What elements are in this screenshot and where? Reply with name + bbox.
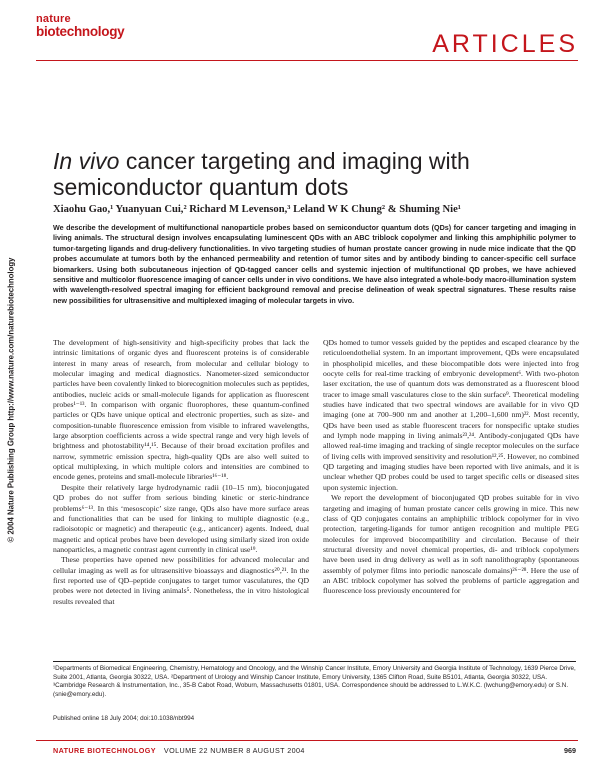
header-rule (36, 60, 578, 61)
body-paragraph: These properties have opened new possibilities for advanced molecular and cellular imaging as well as for ultrasensitive bioassays and diagnostics²⁰,²¹. In the first reported use of QD–peptide conjugates to target tumor vasculatures, the QD probes were not detected in living animals⁵. Nonetheless, the in vitro histological results revealed that (53, 555, 309, 606)
title-rest: cancer targeting and imaging with semiconductor quantum dots (53, 148, 470, 200)
affiliations-footnote: ¹Departments of Biomedical Engineering, Chemistry, Hematology and Oncology, and the Winship Cancer Institute, Emory University and Georgia Institute of Technology, 1639 Pierce Drive, Suite 2001, Atlanta, Georgia 30322, USA. ²Department of Urology and Winship Cancer Institute, Emory University, 1365 Clifton Road, Suite B5101, Atlanta, Georgia 30322, USA. ³Cambridge Research & Instrumentation, Inc., 35-B Cabot Road, Woburn, Massachusetts 01801, USA. Correspondence should be addressed to L.W.K.C. (lwchung@emory.edu) or S.N. (snie@emory.edu). (53, 665, 576, 698)
section-label: ARTICLES (432, 30, 578, 58)
author-list: Xiaohu Gao,¹ Yuanyuan Cui,² Richard M Levenson,³ Leland W K Chung² & Shuming Nie¹ (53, 204, 461, 215)
abstract: We describe the development of multifunctional nanoparticle probes based on semiconductor quantum dots (QDs) for cancer targeting and imaging in living animals. The structural design involves encapsulating luminescent QDs with an ABC triblock copolymer and linking this amphiphilic polymer to tumor-targeting ligands and drug-delivery functionalities. In vivo targeting studies of human prostate cancer growing in nude mice indicate that the QD probes accumulate at tumors both by the enhanced permeability and retention of tumor sites and by antibody binding to cancer-specific cell surface biomarkers. Using both subcutaneous injection of QD-tagged cancer cells and systemic injection of multifunctional QD probes, we have achieved sensitive and multicolor fluorescence imaging of cancer cells under in vivo conditions. We have also integrated a whole-body macro-illumination system with wavelength-resolved spectral imaging for efficient background removal and precise delineation of weak spectral signatures. These results raise new possibilities for ultrasensitive and multiplexed imaging of molecular targets in vivo. (53, 223, 576, 305)
title-italic: In vivo (53, 148, 120, 174)
publication-info: Published online 18 July 2004; doi:10.1038/nbt994 (53, 715, 195, 722)
article-title (53, 148, 573, 200)
body-paragraph: QDs homed to tumor vessels guided by the peptides and escaped clearance by the reticuloendothelial system. In an important improvement, QDs were encapsulated in phospholipid micelles, and these biocompatible dots were injected into frog oocyte cells for real-time tracking of embryonic development⁶. With two-photon laser excitation, the use of quantum dots was demonstrated as a fluorescent blood tracer to image small vasculatures close to the skin surface⁹. Theoretical modeling studies have indicated that two spectral windows are available for in vivo QD imaging (one at 700–900 nm and another at 1,200–1,600 nm)²². Most recently, QDs have been used as stable fluorescent tracers for nonspecific uptake studies and lymph node mapping in living animals²³,²⁴. Antibody-conjugated QDs have allowed real-time imaging and tracking of single receptor molecules on the surface of living cells with improved sensitivity and resolution¹²,²⁵. However, no combined QD targeting and imaging studies have been reported with live animals, and it is unclear whether QD probes could be used to target specific cells or diseased sites upon systemic injection. (323, 338, 579, 492)
body-paragraph: We report the development of bioconjugated QD probes suitable for in vivo targeting and imaging of human prostate cancer cells growing in mice. This new class of QD conjugates contains an amphiphilic triblock copolymer for in vivo protection, targeting-ligands for tumor antigen recognition and multiple PEG molecules for improved biocompatibility and circulation. Because of their structural diversity and novel chemical properties, di- and triblock copolymers have been used in drug delivery as well as in soft nanolithography (spontaneous assembly of polymer films into periodic nanoscale domains)²⁶⁻²⁸. Here the use of an ABC triblock copolymer has solved the problems of particle aggregation and fluorescence loss previously encountered for (323, 493, 579, 596)
copyright-sidebar (4, 170, 18, 630)
copyright-text: © 2004 Nature Publishing Group http://www.nature.com/naturebiotechnology (6, 257, 16, 543)
journal-logo (36, 14, 124, 39)
body-paragraph: The development of high-sensitivity and high-specificity probes that lack the intrinsic limitations of organic dyes and fluorescent proteins is of considerable interest in many areas of research, from molecular and cellular biology to molecular imaging and medical diagnostics. Nanometer-sized semiconductor particles have been covalently linked to biorecognition molecules such as peptides, antibodies, nucleic acids or small-molecule ligands for application as fluorescent probes¹⁻¹³. In comparison with organic fluorophores, these quantum-confined particles or QDs have unique optical and electronic properties, such as size- and composition-tunable fluorescence emission from visible to infrared wavelengths, large absorption coefficients across a wide spectral range and very high levels of brightness and photostability¹⁴,¹⁵. Because of their broad excitation profiles and narrow, symmetric emission spectra, high-quality QDs are also well suited to optical multiplexing, in which multiple colors and intensities are combined to encode genes, proteins and small-molecule libraries¹⁶⁻¹⁸. (53, 338, 309, 482)
body-column-left (53, 338, 309, 607)
body-paragraph: Despite their relatively large hydrodynamic radii (10–15 nm), bioconjugated QD probes do not suffer from serious binding kinetic or steric-hindrance problems⁶⁻¹³. In this ‘mesoscopic’ size range, QDs also have more surface areas and functionalities that can be used for linking to multiple diagnostic (e.g., radioisotopic or magnetic) and therapeutic (e.g., anticancer) agents. Indeed, dual magnetic and optical probes have been developed using similarly sized iron oxide nanoparticles, a magnetic contrast agent currently in clinical use¹⁹. (53, 482, 309, 554)
footer-journal-name: NATURE BIOTECHNOLOGY (53, 746, 156, 755)
page-footer (53, 746, 576, 755)
footer-rule (36, 740, 578, 741)
page-number: 969 (564, 746, 576, 755)
footer-issue: VOLUME 22 NUMBER 8 AUGUST 2004 (163, 746, 305, 755)
logo-line-biotechnology: biotechnology (36, 24, 125, 39)
body-column-right (323, 338, 579, 597)
logo-line-nature: nature (36, 13, 71, 25)
footnote-rule (53, 661, 576, 662)
